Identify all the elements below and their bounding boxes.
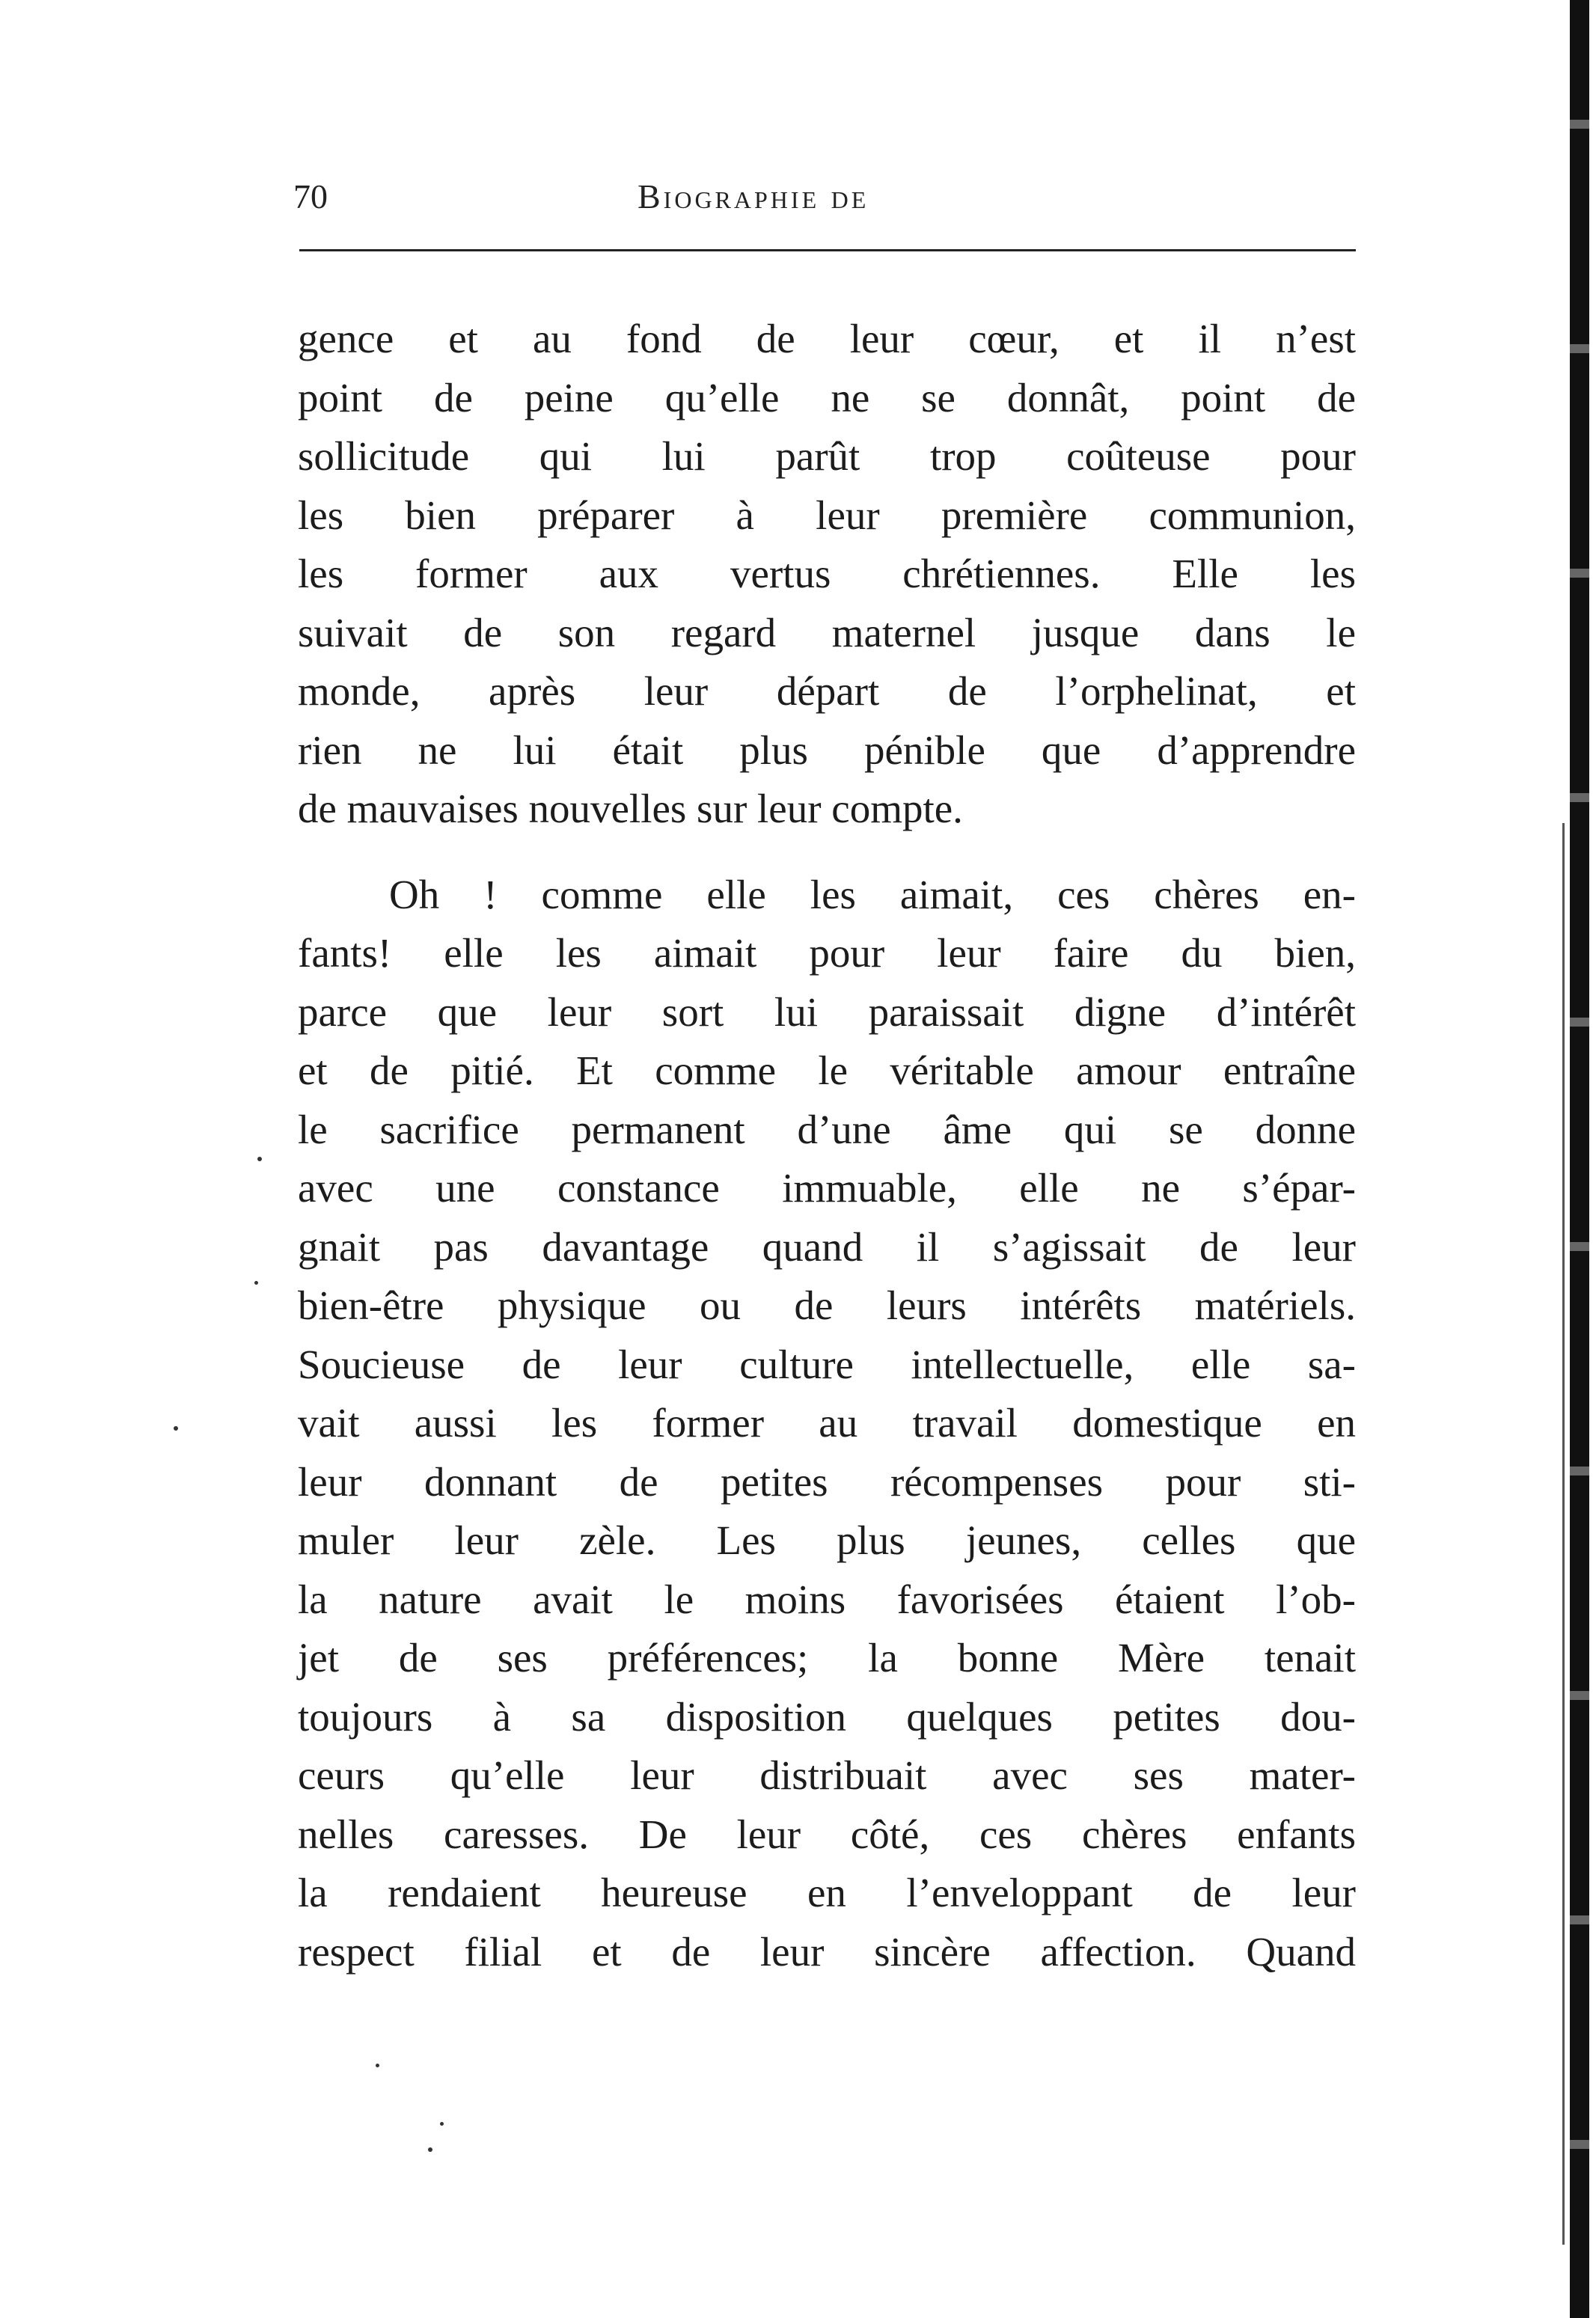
scan-speck <box>174 1426 178 1431</box>
text-line: ceurs qu’elle leur distribuait avec ses mater- <box>298 1752 1356 1798</box>
text-line: gence et au fond de leur cœur, et il n’est <box>298 316 1356 361</box>
text-line: Soucieuse de leur culture intellectuelle, elle sa- <box>298 1341 1356 1387</box>
text-line: Oh ! comme elle les aimait, ces chères en- <box>389 871 1356 917</box>
scan-speck <box>376 2064 379 2067</box>
scan-speck <box>440 2122 444 2126</box>
text-line: point de peine qu’elle ne se donnât, point de <box>298 374 1356 421</box>
text-line: muler leur zèle. Les plus jeunes, celles que <box>298 1517 1356 1563</box>
running-title: Biographie de <box>638 177 869 215</box>
text-line: de mauvaises nouvelles sur leur compte. <box>298 786 963 831</box>
text-line: les bien préparer à leur première communion, <box>298 492 1356 538</box>
paragraph-1 <box>298 310 1356 839</box>
text-line: la nature avait le moins favorisées étaient l’ob- <box>298 1576 1356 1622</box>
text-line: monde, après leur départ de l’orphelinat, et <box>298 668 1356 714</box>
scan-edge-shadow <box>1570 0 1589 2318</box>
text-line: les former aux vertus chrétiennes. Elle les <box>298 551 1356 596</box>
page-number: 70 <box>293 177 328 215</box>
text-line: suivait de son regard maternel jusque dans le <box>298 609 1356 655</box>
paragraph-gap <box>298 839 1356 866</box>
text-line: leur donnant de petites récompenses pour sti- <box>298 1458 1356 1505</box>
header-rule <box>299 249 1356 251</box>
text-line: et de pitié. Et comme le véritable amour entraîne <box>298 1048 1356 1093</box>
text-line: avec une constance immuable, elle ne s’épar- <box>298 1165 1356 1211</box>
text-line: le sacrifice permanent d’une âme qui se donne <box>298 1106 1356 1152</box>
text-line: vait aussi les former au travail domestique en <box>298 1400 1356 1446</box>
body-text <box>298 310 1356 1981</box>
scan-speck <box>257 1157 262 1161</box>
text-line: jet de ses préférences; la bonne Mère tenait <box>298 1635 1356 1681</box>
text-line: toujours à sa disposition quelques petites dou- <box>298 1693 1356 1740</box>
text-line: sollicitude qui lui parût trop coûteuse pour <box>298 433 1356 479</box>
scan-edge-line <box>1562 823 1565 2245</box>
text-line: bien-être physique ou de leurs intérêts matériels. <box>298 1282 1356 1328</box>
scan-speck <box>254 1281 258 1285</box>
paragraph-2 <box>298 866 1356 1982</box>
text-line: parce que leur sort lui paraissait digne d’intérêt <box>298 988 1356 1035</box>
text-line: fants! elle les aimait pour leur faire du bien, <box>298 930 1356 976</box>
text-line: gnait pas davantage quand il s’agissait de leur <box>298 1223 1356 1270</box>
text-line: la rendaient heureuse en l’enveloppant de leur <box>298 1870 1356 1915</box>
scan-speck <box>428 2147 432 2152</box>
running-head <box>293 171 1356 223</box>
text-line: rien ne lui était plus pénible que d’apprendre <box>298 727 1356 773</box>
text-line: nelles caresses. De leur côté, ces chères enfants <box>298 1811 1356 1857</box>
text-line: respect filial et de leur sincère affection. Quand <box>298 1928 1356 1975</box>
